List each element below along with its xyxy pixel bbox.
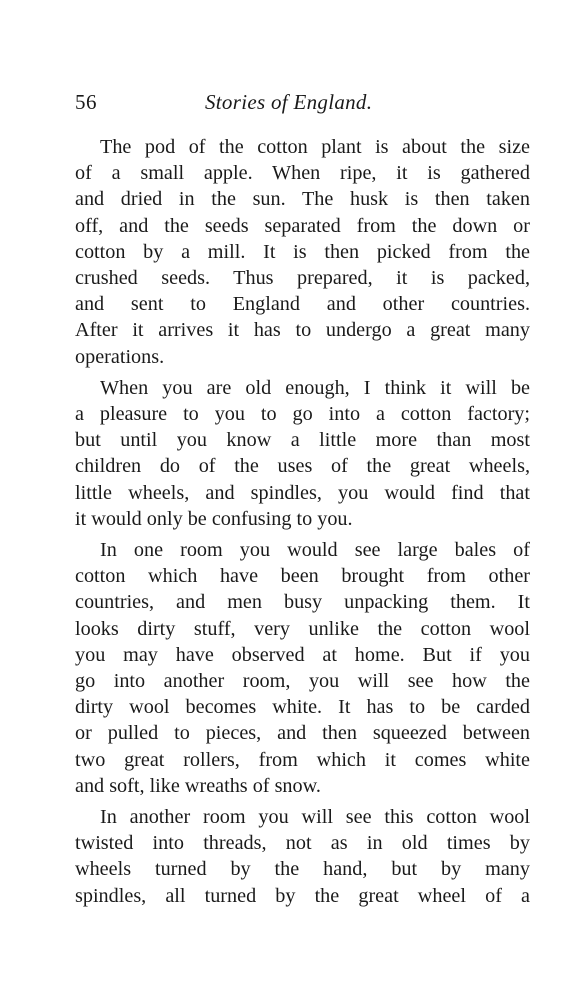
text-line: After it arrives it has to undergo a great many (75, 319, 530, 342)
running-title: Stories of England. (205, 90, 373, 114)
paragraph-1 (75, 134, 530, 370)
text-line: and soft, like wreaths of snow. (75, 774, 321, 797)
text-line: or pulled to pieces, and then squeezed between (75, 722, 530, 745)
text-line: The pod of the cotton plant is about the size (100, 136, 530, 158)
text-line: a pleasure to you to go into a cotton factory; (75, 403, 530, 426)
text-line: it would only be confusing to you. (75, 507, 353, 530)
text-line: of a small apple. When ripe, it is gathered (75, 162, 530, 185)
text-line: spindles, all turned by the great wheel of a (75, 884, 530, 907)
text-line: two great rollers, from which it comes white (75, 748, 530, 771)
paragraph-2 (75, 375, 530, 532)
text-line: cotton which have been brought from other (75, 565, 530, 588)
text-line: operations. (75, 345, 165, 368)
page-number: 56 (75, 90, 97, 114)
text-line: and sent to England and other countries. (75, 293, 530, 316)
text-line: little wheels, and spindles, you would find that (75, 481, 530, 504)
text-line: In another room you will see this cotton wool (100, 806, 530, 829)
text-line: but until you know a little more than most (75, 429, 530, 452)
text-line: looks dirty stuff, very unlike the cotton wool (75, 617, 530, 640)
text-line: you may have observed at home. But if you (75, 643, 530, 666)
text-line: and dried in the sun. The husk is then taken (75, 188, 530, 211)
text-line: In one room you would see large bales of (100, 539, 530, 562)
text-line: go into another room, you will see how the (75, 670, 530, 693)
page-header (75, 86, 530, 118)
body-text (75, 134, 530, 914)
text-line: crushed seeds. Thus prepared, it is packed, (75, 267, 530, 290)
paragraph-3 (75, 537, 530, 799)
text-line: wheels turned by the hand, but by many (75, 858, 530, 881)
text-line: countries, and men busy unpacking them. It (75, 591, 530, 614)
text-line: cotton by a mill. It is then picked from the (75, 240, 530, 263)
text-line: off, and the seeds separated from the down or (75, 214, 530, 237)
paragraph-4 (75, 804, 530, 909)
text-line: dirty wool becomes white. It has to be carded (75, 696, 530, 719)
text-line: children do of the uses of the great wheels, (75, 455, 530, 478)
text-line: twisted into threads, not as in old times by (75, 832, 530, 855)
text-line: When you are old enough, I think it will be (100, 376, 530, 399)
